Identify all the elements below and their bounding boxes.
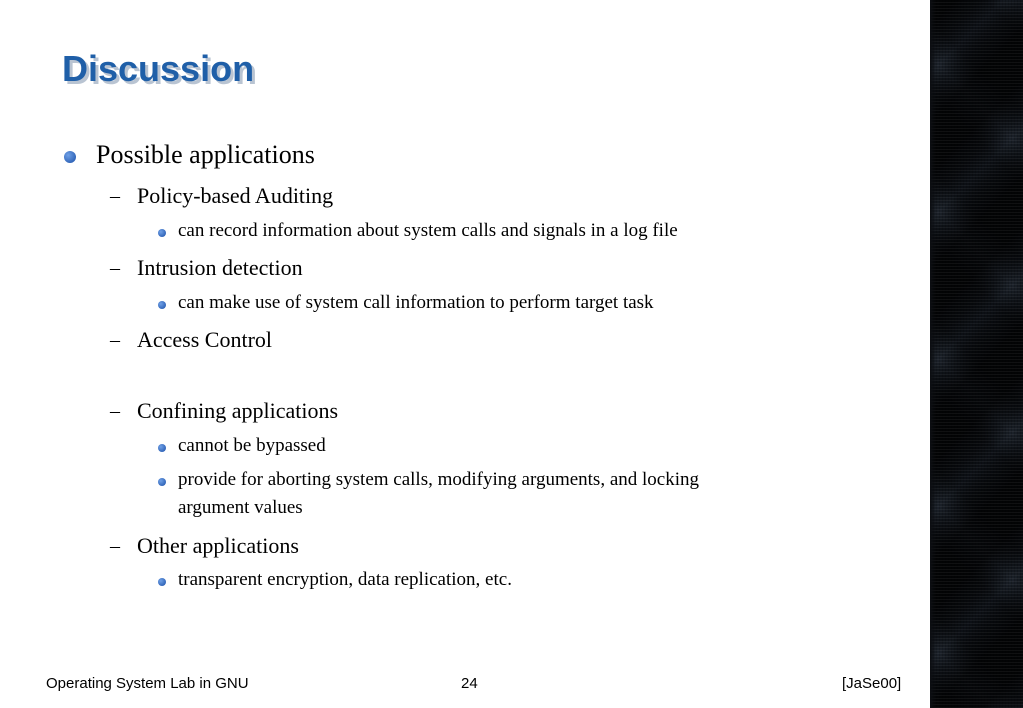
dash-icon: – — [110, 257, 120, 279]
bullet-dot-icon — [158, 444, 166, 452]
bullet-level2-policy-based-auditing: Policy-based Auditing — [137, 183, 334, 208]
bullet-level3-target-task: can make use of system call information to perform target task — [178, 292, 654, 313]
bullet-dot-icon — [158, 301, 166, 309]
footer-page-number: 24 — [461, 675, 478, 692]
bullet-dot-icon — [64, 151, 76, 163]
decorative-side-strip — [930, 0, 1023, 708]
bullet-level3-transparent-encryption: transparent encryption, data replication, etc. — [178, 569, 512, 590]
bullet-level3-aborting-system-calls: provide for aborting system calls, modifying arguments, and locking — [178, 469, 699, 490]
bullet-dot-icon — [158, 229, 166, 237]
bullet-level2-confining-applications: Confining applications — [137, 398, 339, 423]
bullet-level3-aborting-system-calls-continued: argument values — [178, 497, 303, 518]
bullet-dot-icon — [158, 478, 166, 486]
dash-icon: – — [110, 185, 120, 207]
bullet-level2-other-applications: Other applications — [137, 533, 299, 558]
bullet-level3-cannot-be-bypassed: cannot be bypassed — [178, 435, 326, 456]
dash-icon: – — [110, 329, 120, 351]
footer-reference: [JaSe00] — [842, 675, 902, 692]
bullet-dot-icon — [158, 578, 166, 586]
bullet-level2-intrusion-detection: Intrusion detection — [137, 255, 303, 280]
dash-icon: – — [110, 400, 120, 422]
slide-title: Discussion — [62, 48, 255, 89]
bullet-level3-log-file: can record information about system calls and signals in a log file — [178, 220, 678, 241]
bullet-level2-access-control: Access Control — [137, 327, 273, 352]
footer-course-title: Operating System Lab in GNU — [46, 675, 249, 692]
dash-icon: – — [110, 535, 120, 557]
bullet-level1-possible-applications: Possible applications — [96, 140, 315, 169]
